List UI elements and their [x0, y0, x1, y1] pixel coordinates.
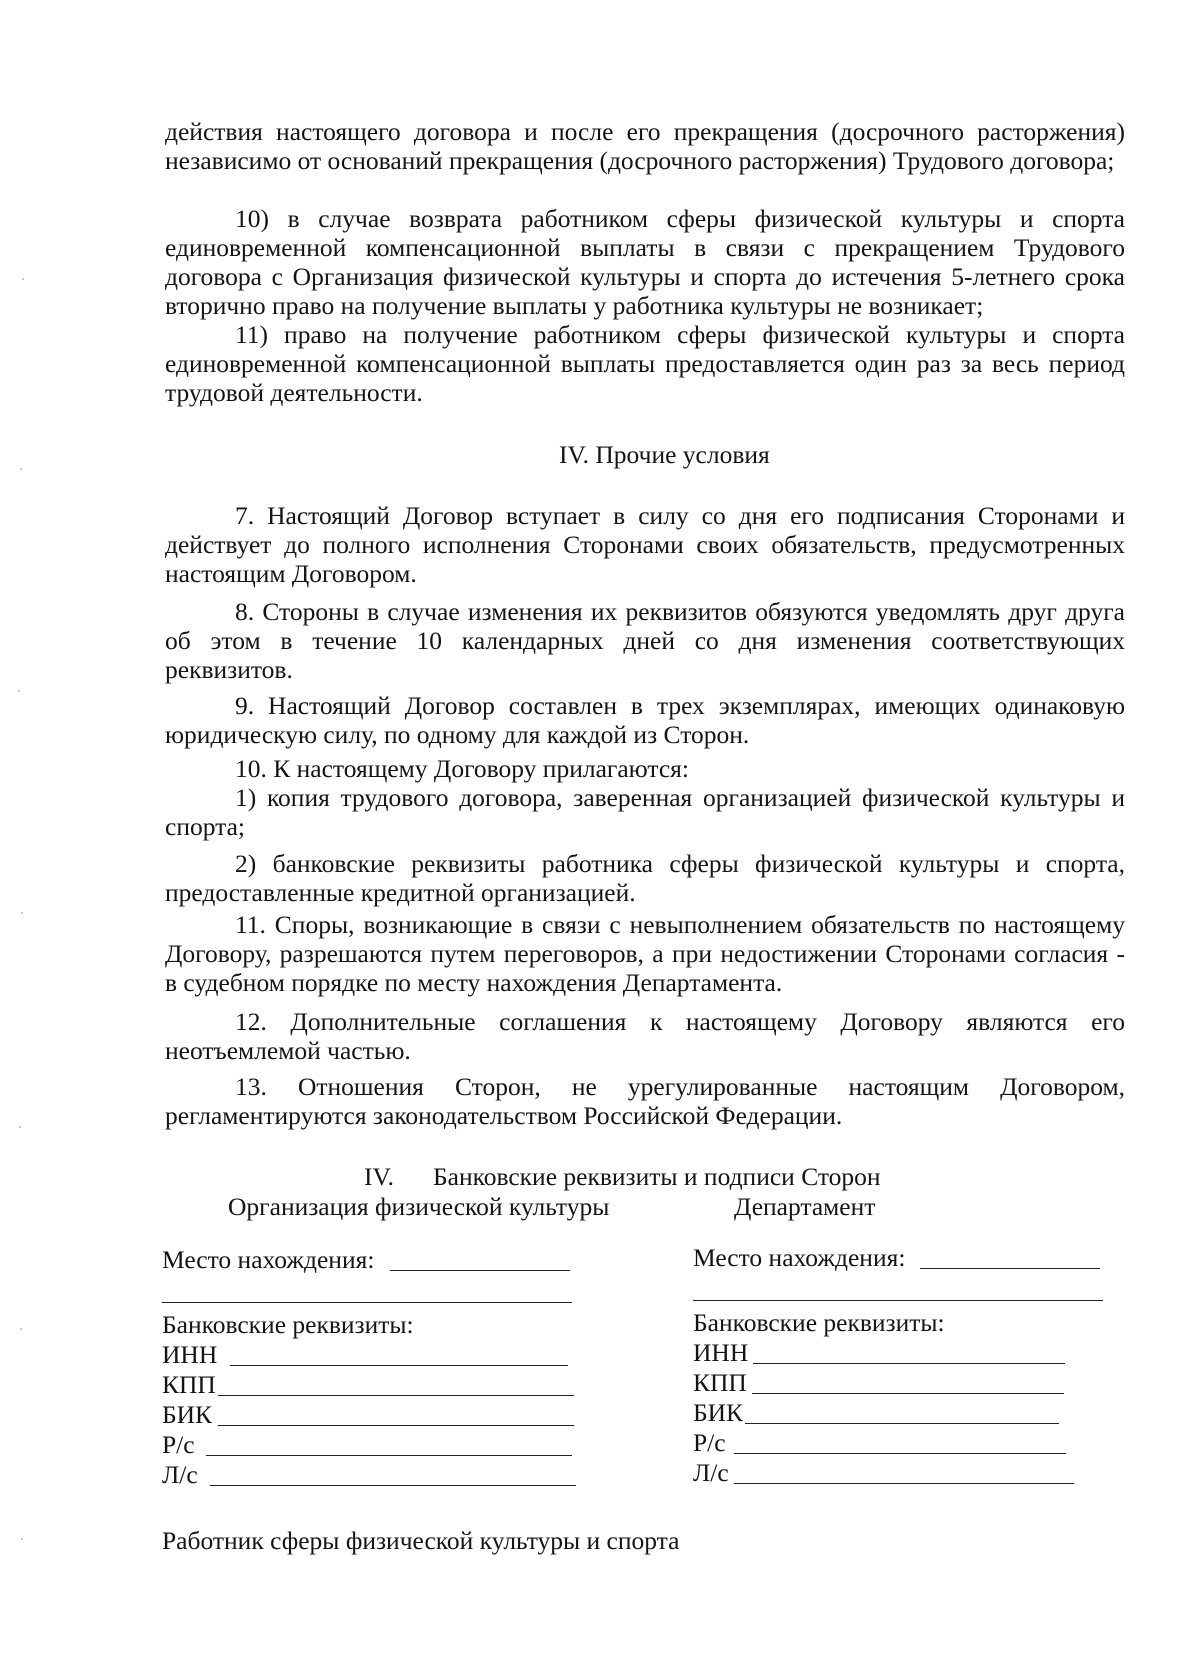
- left-field-inn: ИНН: [162, 1340, 218, 1369]
- left-field-kpp: КПП: [162, 1370, 216, 1399]
- left-field-rs: Р/с: [162, 1430, 195, 1459]
- left-bank-label: Банковские реквизиты:: [162, 1310, 414, 1339]
- left-location-blank-2: [162, 1302, 572, 1303]
- item-11: 11) право на получение работником сферы физической культуры и спорта единовременной компенсационной выплаты предоставляется один раз за весь период трудовой деятельности.: [165, 320, 1125, 407]
- right-field-rs: Р/с: [693, 1428, 726, 1457]
- left-location-label: Место нахождения:: [162, 1245, 375, 1274]
- item-10: 10) в случае возврата работником сферы физической культуры и спорта единовременной компенсационной выплаты в связи с прекращением Трудового договора с Организация физической культуры и спорта до истечения 5-летнего срока вторично право на получение выплаты у работника культуры не возникает;: [165, 204, 1125, 320]
- clause-11: 11. Споры, возникающие в связи с невыполнением обязательств по настоящему Договору, разрешаются путем переговоров, а при недостижении Сторонами согласия - в судебном порядке по месту нахождения Департамента.: [165, 910, 1125, 997]
- right-field-kpp: КПП: [693, 1368, 747, 1397]
- right-kpp-blank: [752, 1393, 1064, 1394]
- right-bik-blank: [745, 1423, 1059, 1424]
- section-other-title: IV. Прочие условия: [559, 440, 770, 469]
- left-party-name: Организация физической культуры: [228, 1192, 610, 1221]
- left-inn-blank: [230, 1365, 568, 1366]
- scan-speck: [21, 912, 23, 914]
- scan-speck: [20, 1328, 22, 1330]
- scan-speck: [20, 468, 22, 470]
- clause-9: 9. Настоящий Договор составлен в трех экземплярах, имеющих одинаковую юридическую силу, по одному для каждой из Сторон.: [165, 691, 1125, 749]
- attachment-2: 2) банковские реквизиты работника сферы физической культуры и спорта, предоставленные кредитной организацией.: [165, 849, 1125, 907]
- attachment-1: 1) копия трудового договора, заверенная организацией физической культуры и спорта;: [165, 783, 1125, 841]
- left-location-blank: [390, 1270, 570, 1271]
- scan-speck: [18, 690, 20, 692]
- right-location-label: Место нахождения:: [693, 1243, 906, 1272]
- left-rs-blank: [206, 1455, 572, 1456]
- scan-speck: [22, 278, 24, 280]
- right-rs-blank: [734, 1453, 1066, 1454]
- right-field-ls: Л/с: [693, 1458, 729, 1487]
- clause-10: 10. К настоящему Договору прилагаются:: [235, 754, 689, 783]
- right-ls-blank: [734, 1483, 1074, 1484]
- right-party-name: Департамент: [734, 1192, 876, 1221]
- right-bank-label: Банковские реквизиты:: [693, 1308, 945, 1337]
- right-inn-blank: [753, 1363, 1065, 1364]
- continuation-paragraph: действия настоящего договора и после его прекращения (досрочного расторжения) независимо от оснований прекращения (досрочного расторжения) Трудового договора;: [165, 117, 1125, 175]
- clause-7: 7. Настоящий Договор вступает в силу со дня его подписания Сторонами и действует до полного исполнения Сторонами своих обязательств, предусмотренных настоящим Договором.: [165, 501, 1125, 588]
- section-bank-number: IV.: [364, 1162, 394, 1191]
- left-field-ls: Л/с: [162, 1460, 198, 1489]
- right-location-blank: [920, 1268, 1100, 1269]
- clause-8: 8. Стороны в случае изменения их реквизитов обязуются уведомлять друг друга об этом в течение 10 календарных дней со дня изменения соответствующих реквизитов.: [165, 597, 1125, 684]
- left-kpp-blank: [218, 1395, 574, 1396]
- left-ls-blank: [210, 1485, 576, 1486]
- left-bik-blank: [218, 1425, 574, 1426]
- right-location-blank-2: [693, 1300, 1103, 1301]
- clause-12: 12. Дополнительные соглашения к настоящему Договору являются его неотъемлемой частью.: [165, 1007, 1125, 1065]
- right-field-inn: ИНН: [693, 1338, 749, 1367]
- clause-13: 13. Отношения Сторон, не урегулированные настоящим Договором, регламентируются законодательством Российской Федерации.: [165, 1072, 1125, 1130]
- scan-speck: [19, 1126, 21, 1128]
- left-field-bik: БИК: [162, 1400, 213, 1429]
- right-field-bik: БИК: [693, 1398, 744, 1427]
- scan-speck: [21, 1538, 23, 1540]
- employee-label: Работник сферы физической культуры и спорта: [162, 1526, 680, 1555]
- section-bank-title: Банковские реквизиты и подписи Сторон: [433, 1162, 881, 1191]
